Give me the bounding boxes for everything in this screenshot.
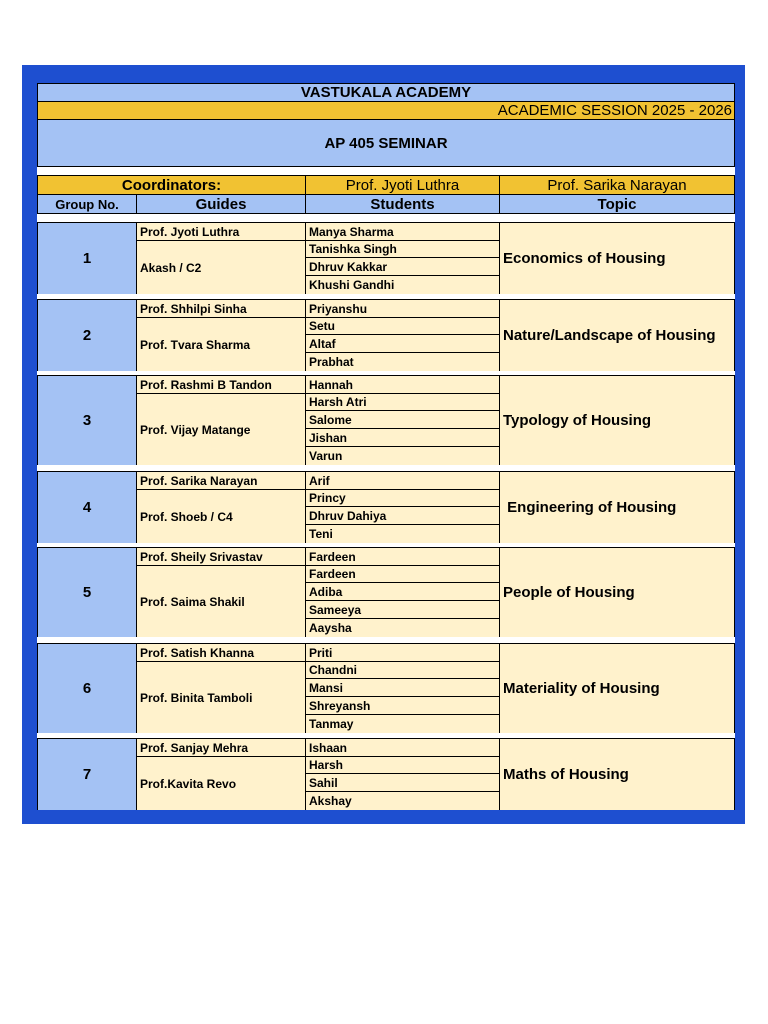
- group-block: [37, 222, 735, 294]
- group-block: [37, 738, 735, 810]
- group-number: 2: [38, 300, 137, 371]
- group-number: 1: [38, 223, 137, 294]
- student-cell: Harsh Atri: [306, 394, 500, 411]
- group-block: [37, 547, 735, 637]
- student-cell: Khushi Gandhi: [306, 276, 500, 294]
- spacer: [37, 167, 735, 175]
- guide-primary: Prof. Satish Khanna: [137, 644, 306, 662]
- topic-cell: Materiality of Housing: [500, 644, 734, 733]
- student-cell: Chandni: [306, 662, 500, 679]
- student-cell: Priyanshu: [306, 300, 500, 318]
- topic-cell: Typology of Housing: [500, 376, 734, 465]
- student-cell: Tanmay: [306, 715, 500, 733]
- academy-title: VASTUKALA ACADEMY: [300, 84, 472, 101]
- guide-secondary: Prof. Saima Shakil: [137, 566, 306, 637]
- student-cell: Hannah: [306, 376, 500, 394]
- student-cell: Tanishka Singh: [306, 241, 500, 258]
- title-row: [37, 83, 735, 101]
- student-cell: Princy: [306, 490, 500, 507]
- student-cell: Ishaan: [306, 739, 500, 757]
- student-cell: Dhruv Dahiya: [306, 507, 500, 525]
- guide-secondary: Prof. Vijay Matange: [137, 394, 306, 465]
- student-cell: Shreyansh: [306, 697, 500, 715]
- spacer: [37, 214, 735, 222]
- student-cell: Sameeya: [306, 601, 500, 619]
- topic-cell: People of Housing: [500, 548, 734, 637]
- session-label: ACADEMIC SESSION 2025 - 2026: [497, 102, 732, 119]
- guide-secondary: Prof. Tvara Sharma: [137, 318, 306, 371]
- student-cell: Teni: [306, 525, 500, 543]
- student-cell: Dhruv Kakkar: [306, 258, 500, 276]
- student-cell: Sahil: [306, 774, 500, 792]
- coordinators-row: [37, 175, 735, 194]
- coordinators-label: Coordinators:: [38, 176, 306, 194]
- student-cell: Varun: [306, 447, 500, 465]
- seminar-row: [37, 119, 735, 167]
- guide-primary: Prof. Sanjay Mehra: [137, 739, 306, 757]
- student-cell: Setu: [306, 318, 500, 335]
- guide-secondary: Prof. Binita Tamboli: [137, 662, 306, 733]
- group-block: [37, 471, 735, 543]
- group-number: 5: [38, 548, 137, 637]
- student-cell: Prabhat: [306, 353, 500, 371]
- group-number: 6: [38, 644, 137, 733]
- student-cell: Mansi: [306, 679, 500, 697]
- guide-secondary: Prof. Shoeb / C4: [137, 490, 306, 543]
- student-cell: Jishan: [306, 429, 500, 447]
- group-number: 4: [38, 472, 137, 543]
- student-cell: Fardeen: [306, 566, 500, 583]
- student-cell: Salome: [306, 411, 500, 429]
- student-cell: Arif: [306, 472, 500, 490]
- group-block: [37, 375, 735, 465]
- student-cell: Aaysha: [306, 619, 500, 637]
- guide-primary: Prof. Sheily Srivastav: [137, 548, 306, 566]
- group-number: 7: [38, 739, 137, 810]
- student-cell: Manya Sharma: [306, 223, 500, 241]
- student-cell: Fardeen: [306, 548, 500, 566]
- coordinator-1: Prof. Jyoti Luthra: [306, 176, 500, 194]
- guide-secondary: Akash / C2: [137, 241, 306, 294]
- guide-primary: Prof. Shhilpi Sinha: [137, 300, 306, 318]
- topic-cell: Maths of Housing: [500, 739, 734, 810]
- student-cell: Adiba: [306, 583, 500, 601]
- student-cell: Akshay: [306, 792, 500, 810]
- column-header-row: [37, 194, 735, 214]
- guide-secondary: Prof.Kavita Revo: [137, 757, 306, 810]
- topic-cell: Engineering of Housing: [500, 472, 734, 543]
- topic-cell: Nature/Landscape of Housing: [500, 300, 734, 371]
- group-block: [37, 299, 735, 371]
- guide-primary: Prof. Jyoti Luthra: [137, 223, 306, 241]
- header-group-no: Group No.: [38, 195, 137, 213]
- spreadsheet-sheet: [22, 65, 745, 824]
- header-topic: Topic: [597, 195, 637, 213]
- group-number: 3: [38, 376, 137, 465]
- student-cell: Priti: [306, 644, 500, 662]
- coordinator-2: Prof. Sarika Narayan: [547, 176, 687, 194]
- header-guides: Guides: [137, 195, 306, 213]
- group-block: [37, 643, 735, 733]
- header-students: Students: [306, 195, 500, 213]
- student-cell: Altaf: [306, 335, 500, 353]
- guide-primary: Prof. Sarika Narayan: [137, 472, 306, 490]
- seminar-title: AP 405 SEMINAR: [324, 134, 448, 152]
- session-row: [37, 101, 735, 119]
- student-cell: Harsh: [306, 757, 500, 774]
- topic-cell: Economics of Housing: [500, 223, 734, 294]
- guide-primary: Prof. Rashmi B Tandon: [137, 376, 306, 394]
